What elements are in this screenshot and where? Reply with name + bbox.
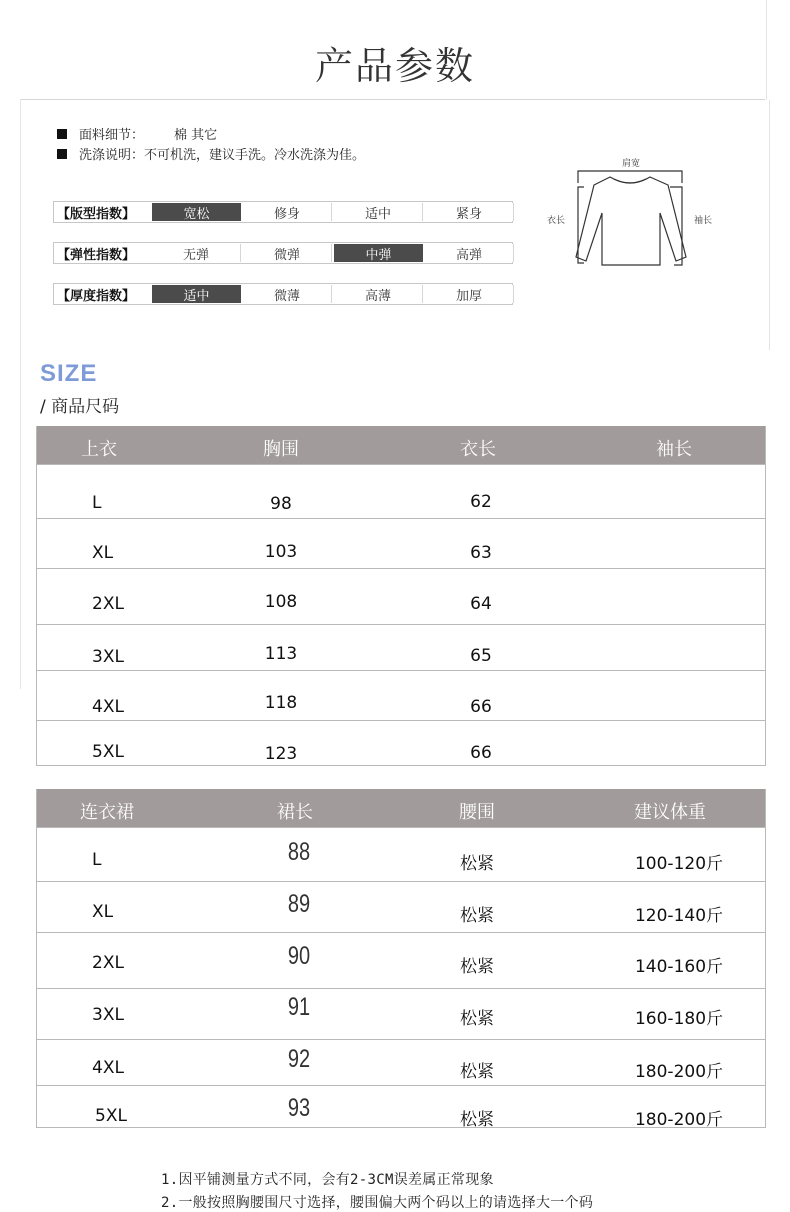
- table-row: [37, 464, 765, 518]
- header-top: 上衣: [81, 439, 117, 460]
- size-cell: 4XL: [92, 697, 124, 717]
- skirt-length-cell: 93: [287, 1094, 311, 1122]
- length-cell: 63: [470, 543, 492, 563]
- thickness-option-medium: 适中: [152, 285, 241, 303]
- chest-cell: 123: [264, 744, 298, 764]
- chest-cell: 108: [264, 592, 298, 612]
- shoulder-width-label: 肩宽: [622, 159, 641, 169]
- fit-option-slim: 修身: [243, 203, 332, 221]
- fit-option-regular: 适中: [334, 203, 423, 221]
- thickness-option-thick: 加厚: [425, 285, 514, 303]
- bullet-square-icon: [57, 149, 67, 159]
- chest-cell: 118: [264, 693, 298, 713]
- sweater-outline: [576, 177, 686, 265]
- header-sleeve: 袖长: [656, 439, 692, 460]
- length-cell: 66: [470, 697, 492, 717]
- fit-index-strip: [53, 201, 513, 223]
- elasticity-option-medium: 中弹: [334, 244, 423, 262]
- table-row: [37, 881, 765, 932]
- table-row: [37, 670, 765, 720]
- title-divider: [20, 99, 765, 100]
- size-heading: SIZE: [40, 360, 98, 387]
- elasticity-option-none: 无弹: [152, 244, 241, 262]
- size-cell: 4XL: [92, 1058, 124, 1078]
- header-weight: 建议体重: [634, 802, 706, 823]
- note-measurement-error: 1.因平铺测量方式不同，会有2-3CM误差属正常现象: [161, 1172, 494, 1188]
- size-cell: 2XL: [92, 594, 124, 614]
- bullet-square-icon: [57, 129, 67, 139]
- waist-cell: 松紧: [460, 906, 494, 926]
- thickness-index-strip: [53, 283, 513, 305]
- fit-option-loose: 宽松: [152, 203, 241, 221]
- size-cell: 5XL: [92, 742, 124, 762]
- size-cell: L: [92, 493, 102, 513]
- table-row: [37, 988, 765, 1039]
- size-cell: 5XL: [95, 1106, 127, 1126]
- length-cell: 65: [470, 646, 492, 666]
- thickness-index-label: 【厚度指数】: [57, 288, 136, 304]
- length-cell: 66: [470, 743, 492, 763]
- weight-cell: 140-160斤: [634, 957, 724, 977]
- weight-cell: 120-140斤: [634, 906, 724, 926]
- weight-cell: 180-200斤: [634, 1110, 724, 1130]
- header-skirt-length: 裙长: [277, 802, 313, 823]
- fit-index-label: 【版型指数】: [57, 206, 136, 222]
- dress-size-table: [36, 789, 766, 1128]
- weight-cell: 100-120斤: [634, 854, 724, 874]
- right-border-line: [769, 100, 770, 350]
- size-cell: 2XL: [92, 953, 124, 973]
- thickness-option-thin: 微薄: [243, 285, 332, 303]
- table-row: [37, 932, 765, 988]
- fit-option-tight: 紧身: [425, 203, 514, 221]
- skirt-length-cell: 88: [287, 838, 311, 866]
- note-size-selection: 2.一般按照胸腰围尺寸选择，腰围偏大两个码以上的请选择大一个码: [161, 1195, 594, 1211]
- chest-cell: 98: [270, 494, 292, 514]
- thickness-option-very-thin: 高薄: [334, 285, 423, 303]
- page-title: 产品参数: [314, 44, 475, 88]
- waist-cell: 松紧: [460, 957, 494, 977]
- length-cell: 64: [470, 594, 492, 614]
- skirt-length-cell: 91: [287, 993, 311, 1021]
- header-chest: 胸围: [263, 439, 299, 460]
- skirt-length-cell: 90: [287, 942, 311, 970]
- fabric-detail-row: [57, 124, 217, 143]
- garment-measurement-sketch: [570, 165, 690, 275]
- sleeve-length-label: 袖长: [694, 216, 713, 226]
- elasticity-index-label: 【弹性指数】: [57, 247, 136, 263]
- waist-cell: 松紧: [460, 854, 494, 874]
- table-row: [37, 720, 765, 769]
- waist-cell: 松紧: [460, 1009, 494, 1029]
- waist-cell: 松紧: [460, 1062, 494, 1082]
- table-row: [37, 1085, 765, 1133]
- elasticity-option-slight: 微弹: [243, 244, 332, 262]
- size-cell: 3XL: [92, 1005, 124, 1025]
- skirt-length-cell: 89: [287, 890, 311, 918]
- table-row: [37, 518, 765, 568]
- table-row: [37, 568, 765, 624]
- table-row: [37, 827, 765, 881]
- header-dress: 连衣裙: [80, 802, 134, 823]
- length-cell: 62: [470, 492, 492, 512]
- wash-value: 不可机洗，建议手洗。冷水洗涤为佳。: [144, 148, 366, 163]
- left-border-line: [20, 99, 21, 689]
- size-cell: L: [92, 850, 102, 870]
- table-row: [37, 624, 765, 670]
- collar-line: [614, 179, 646, 183]
- weight-cell: 180-200斤: [634, 1062, 724, 1082]
- table-header: [37, 426, 765, 464]
- elasticity-option-high: 高弹: [425, 244, 514, 262]
- table-header: [37, 789, 765, 827]
- shoulder-width-guide: [578, 171, 682, 183]
- right-border-line-top: [766, 0, 767, 100]
- size-cell: 3XL: [92, 647, 124, 667]
- header-length: 衣长: [460, 439, 496, 460]
- elasticity-index-strip: [53, 242, 513, 264]
- top-size-table: [36, 426, 766, 766]
- garment-length-label: 衣长: [547, 216, 566, 226]
- fabric-label: 面料细节：: [79, 128, 145, 143]
- weight-cell: 160-180斤: [634, 1009, 724, 1029]
- size-cell: XL: [92, 902, 114, 922]
- length-guide: [578, 187, 584, 263]
- wash-instruction-row: [57, 144, 365, 163]
- skirt-length-cell: 92: [287, 1045, 311, 1073]
- header-waist: 腰围: [459, 802, 495, 823]
- chest-cell: 113: [264, 644, 298, 664]
- chest-cell: 103: [264, 542, 298, 562]
- size-subheading: / 商品尺码: [40, 397, 120, 417]
- fabric-value: 棉 其它: [174, 128, 218, 143]
- size-cell: XL: [92, 543, 114, 563]
- waist-cell: 松紧: [460, 1110, 494, 1130]
- table-row: [37, 1039, 765, 1085]
- wash-label: 洗涤说明：: [79, 148, 145, 163]
